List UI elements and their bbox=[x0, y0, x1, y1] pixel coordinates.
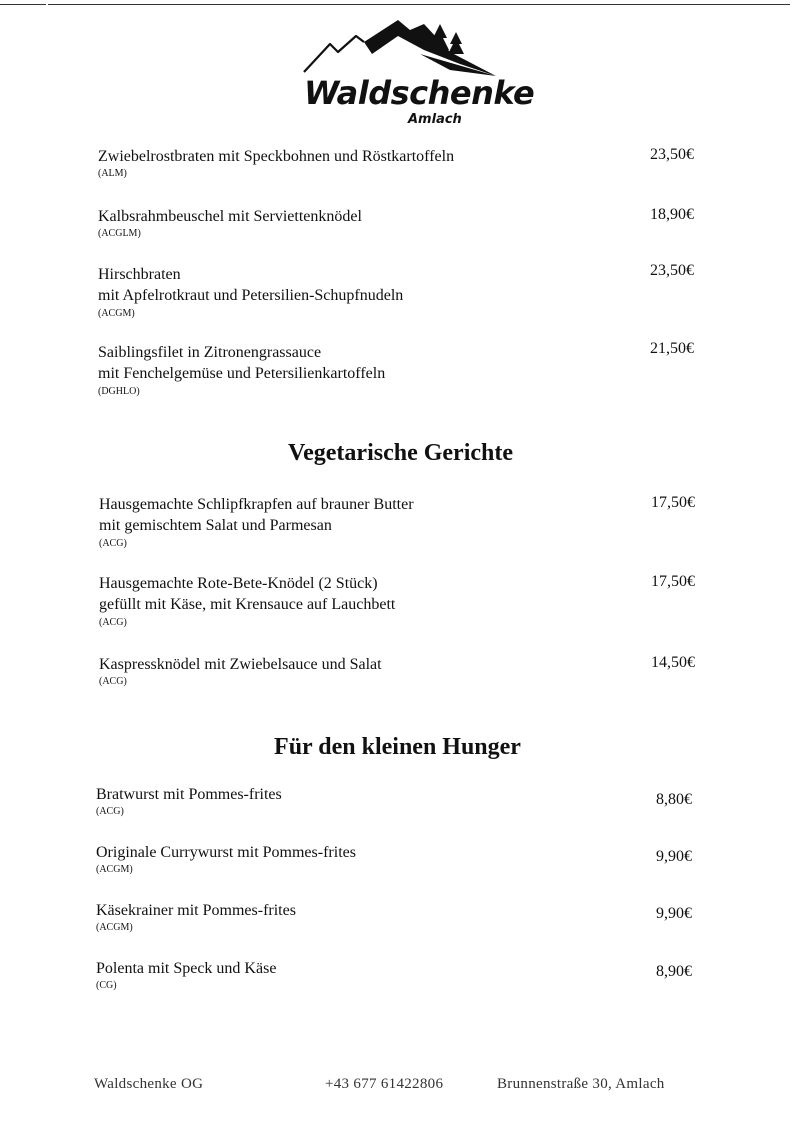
item-description: mit gemischtem Salat und Parmesan bbox=[99, 517, 332, 534]
item-allergens: (ALM) bbox=[98, 168, 127, 179]
item-name: Zwiebelrostbraten mit Speckbohnen und Röstkartoffeln bbox=[98, 148, 455, 165]
item-description: mit Apfelrotkraut und Petersilien-Schupfnudeln bbox=[98, 287, 404, 304]
item-price: 9,90€ bbox=[656, 905, 692, 922]
item-name: Hirschbraten bbox=[98, 266, 181, 283]
brand-location: Amlach bbox=[408, 112, 462, 127]
footer-company: Waldschenke OG bbox=[94, 1076, 204, 1092]
item-description: mit Fenchelgemüse und Petersilienkartoffeln bbox=[98, 365, 386, 382]
footer-address: Brunnenstraße 30, Amlach bbox=[497, 1076, 665, 1092]
item-name: Bratwurst mit Pommes-frites bbox=[96, 786, 282, 803]
item-allergens: (ACGLM) bbox=[98, 228, 141, 239]
section-heading-vegetarian: Vegetarische Gerichte bbox=[287, 440, 514, 466]
item-allergens: (ACG) bbox=[99, 617, 127, 628]
item-price: 23,50€ bbox=[650, 146, 694, 163]
section-heading-small-hunger: Für den kleinen Hunger bbox=[274, 734, 521, 760]
item-price: 8,80€ bbox=[656, 791, 692, 808]
item-price: 17,50€ bbox=[651, 573, 695, 590]
item-price: 23,50€ bbox=[650, 262, 694, 279]
top-scan-line bbox=[0, 4, 46, 5]
item-description: gefüllt mit Käse, mit Krensauce auf Lauchbett bbox=[99, 596, 396, 613]
item-name: Hausgemachte Schlipfkrapfen auf brauner Butter bbox=[99, 496, 414, 513]
restaurant-logo bbox=[300, 14, 535, 134]
item-price: 8,90€ bbox=[656, 963, 692, 980]
item-name: Kalbsrahmbeuschel mit Serviettenknödel bbox=[98, 208, 362, 225]
item-allergens: (ACGM) bbox=[96, 922, 133, 933]
item-name: Originale Currywurst mit Pommes-frites bbox=[96, 844, 356, 861]
item-price: 17,50€ bbox=[651, 494, 695, 511]
item-name: Kaspressknödel mit Zwiebelsauce und Salat bbox=[99, 656, 382, 673]
item-name: Polenta mit Speck und Käse bbox=[96, 960, 277, 977]
item-allergens: (ACG) bbox=[96, 806, 124, 817]
item-allergens: (ACGM) bbox=[96, 864, 133, 875]
item-name: Saiblingsfilet in Zitronengrassauce bbox=[98, 344, 322, 361]
item-name: Käsekrainer mit Pommes-frites bbox=[96, 902, 296, 919]
item-allergens: (CG) bbox=[96, 980, 117, 991]
item-price: 18,90€ bbox=[650, 206, 694, 223]
item-price: 14,50€ bbox=[651, 654, 695, 671]
item-price: 21,50€ bbox=[650, 340, 694, 357]
item-price: 9,90€ bbox=[656, 848, 692, 865]
item-allergens: (ACG) bbox=[99, 538, 127, 549]
item-name: Hausgemachte Rote-Bete-Knödel (2 Stück) bbox=[99, 575, 378, 592]
item-allergens: (ACG) bbox=[99, 676, 127, 687]
item-allergens: (DGHLO) bbox=[98, 386, 140, 397]
top-scan-line bbox=[48, 4, 790, 5]
footer-phone: +43 677 61422806 bbox=[325, 1076, 444, 1092]
brand-name: Waldschenke bbox=[304, 74, 535, 112]
item-allergens: (ACGM) bbox=[98, 308, 135, 319]
